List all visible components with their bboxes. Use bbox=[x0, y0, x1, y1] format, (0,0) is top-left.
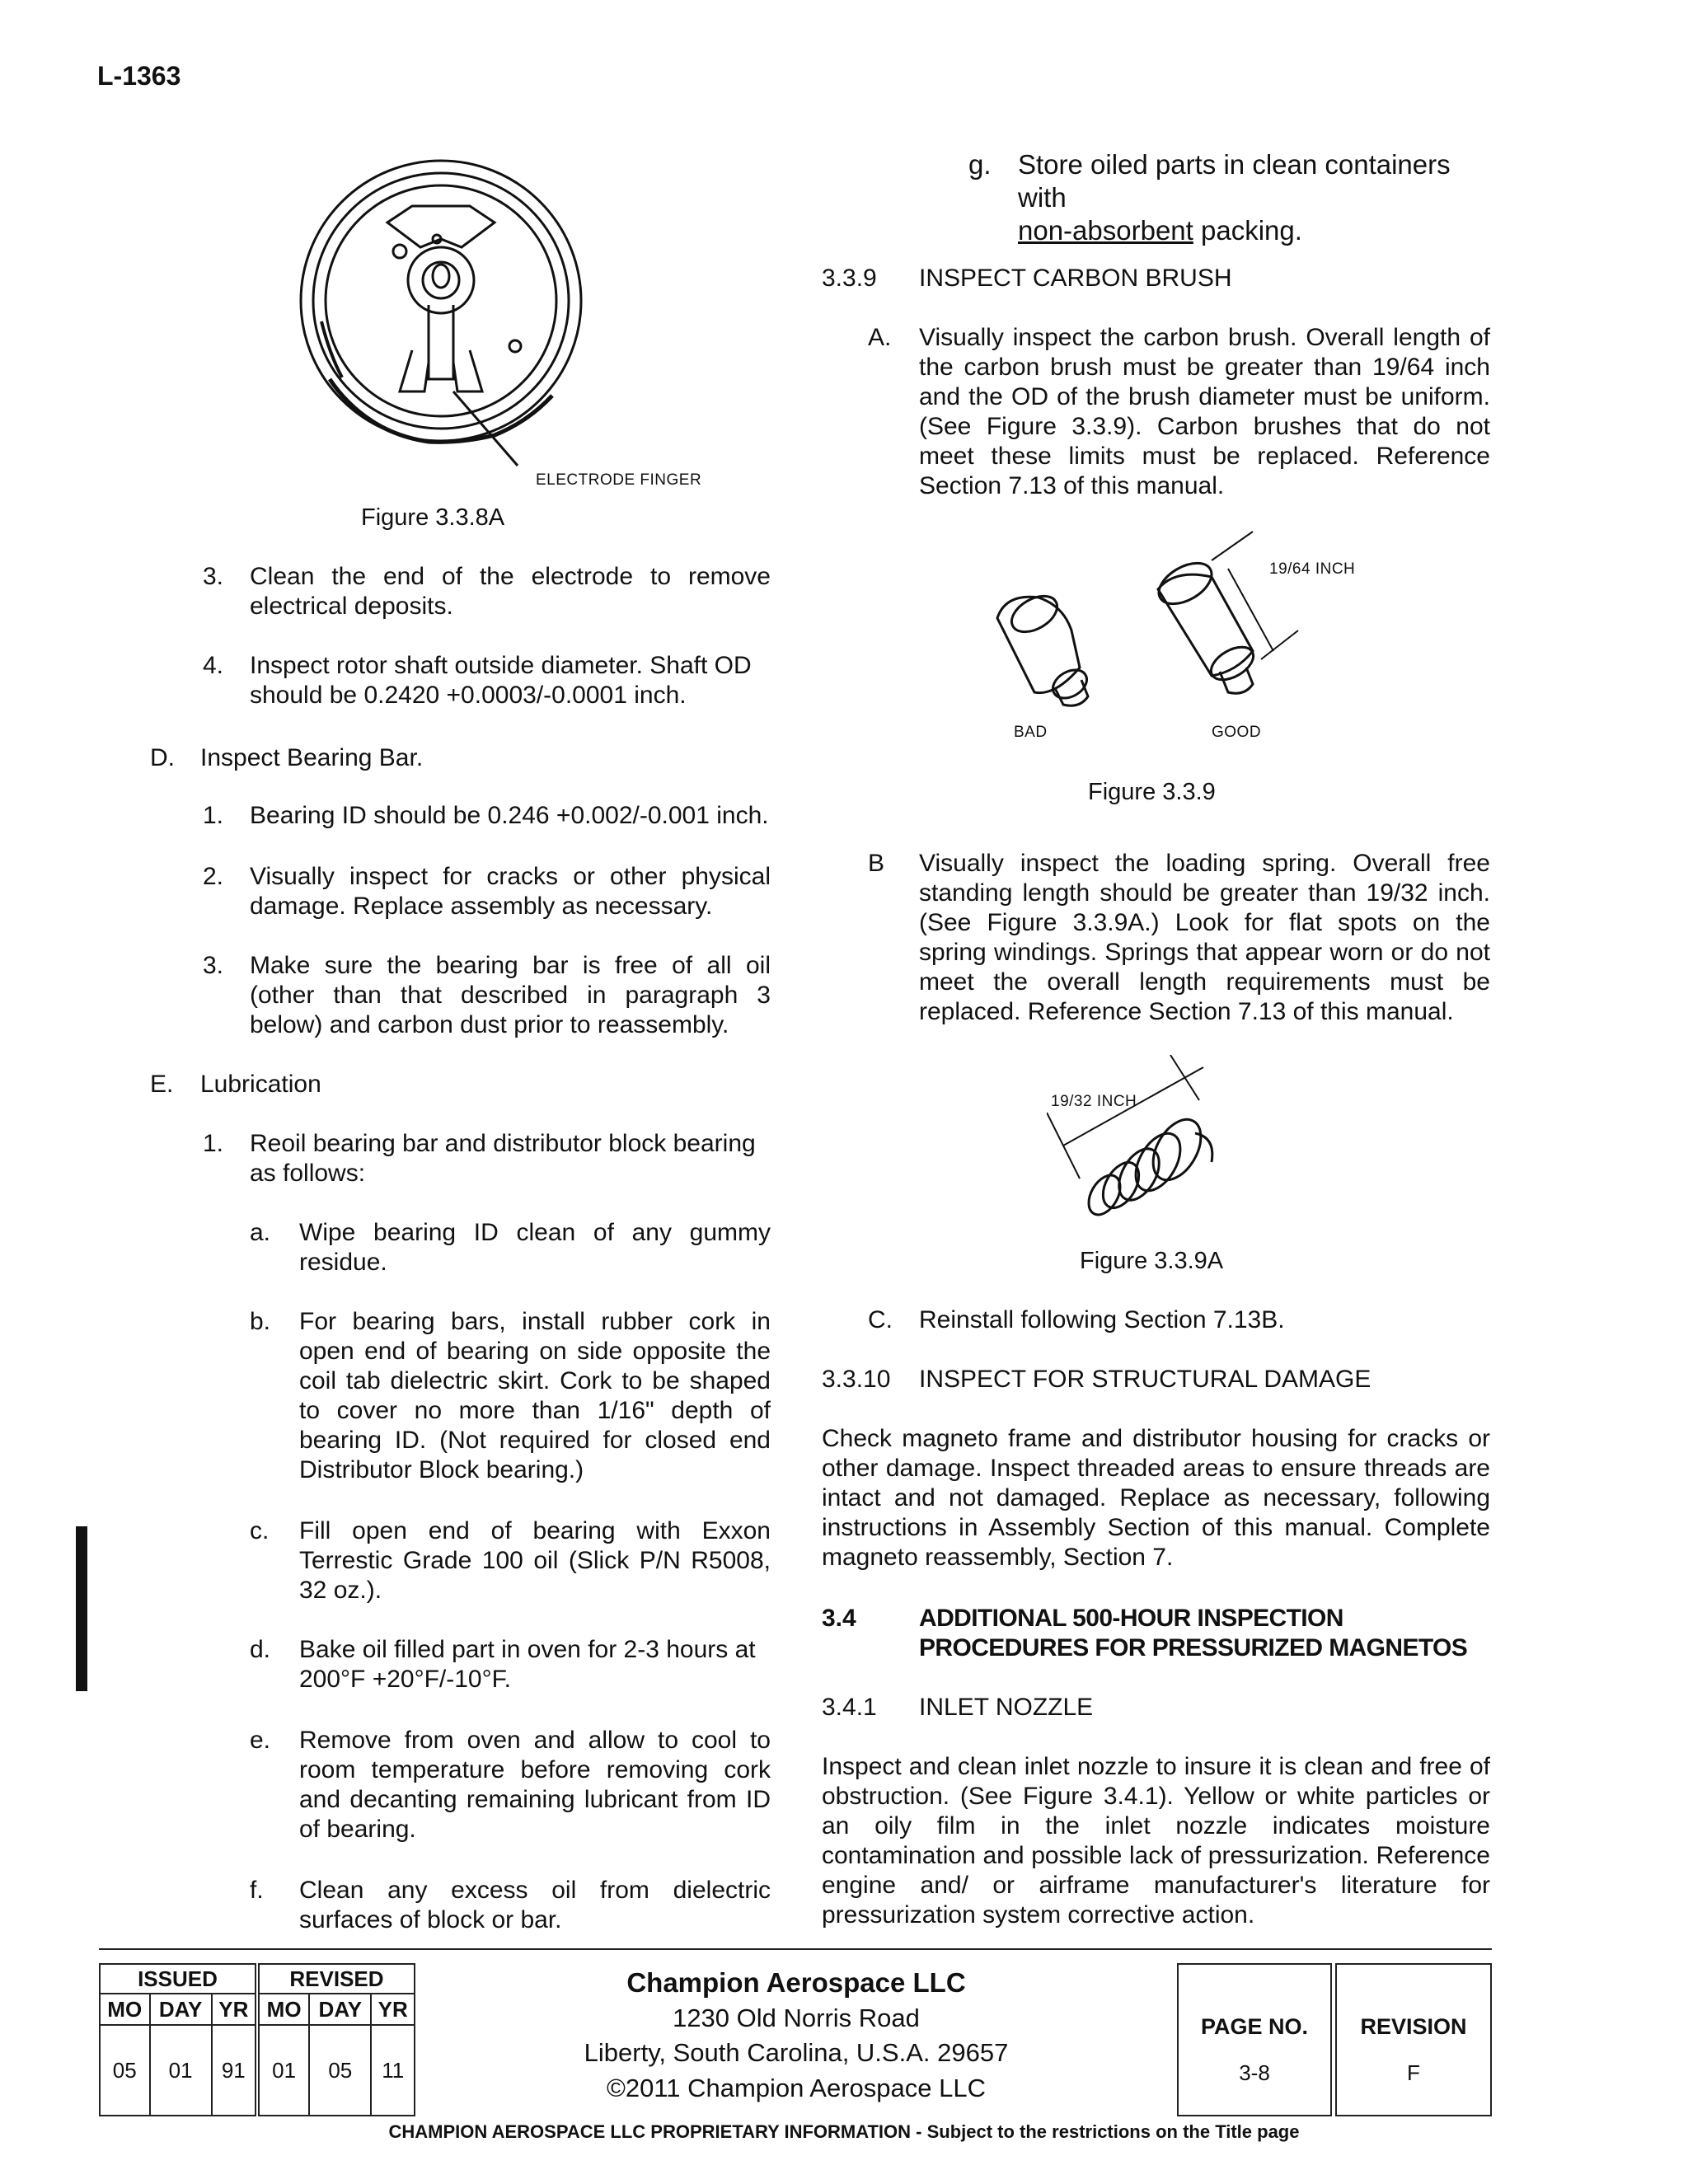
issued-mo-header: MO bbox=[100, 1994, 150, 2025]
figure-3-3-8a-caption: Figure 3.3.8A bbox=[361, 504, 505, 531]
item-text: Clean any excess oil from dielectric surfaces of block or bar. bbox=[299, 1877, 771, 1933]
section-number: 3.3.9 bbox=[822, 265, 877, 292]
section-title bbox=[919, 1604, 1496, 1663]
change-bar bbox=[76, 1526, 87, 1691]
section-title: INSPECT FOR STRUCTURAL DAMAGE bbox=[919, 1366, 1372, 1393]
dimension-label-19-64: 19/64 INCH bbox=[1269, 560, 1356, 578]
item-text: Make sure the bearing bar is free of all oil (other than that described in paragraph 3 below) and carbon dust prior to reassembly. bbox=[250, 952, 771, 1038]
item-g-text-part1: Store oiled parts in clean containers with bbox=[1018, 149, 1451, 213]
section-title-line1: ADDITIONAL 500-HOUR INSPECTION bbox=[919, 1605, 1343, 1632]
issued-revised-table bbox=[99, 1963, 415, 2116]
revised-day-header: DAY bbox=[309, 1994, 371, 2025]
item-number: 3. bbox=[203, 563, 224, 590]
item-text: Bearing ID should be 0.246 +0.002/-0.001 inch. bbox=[250, 802, 769, 829]
item-number: b. bbox=[250, 1308, 271, 1335]
item-number: 3. bbox=[203, 952, 224, 979]
issued-day: 01 bbox=[150, 2025, 212, 2116]
item-text: Visually inspect for cracks or other physical damage. Replace assembly as necessary. bbox=[250, 863, 771, 920]
issued-day-header: DAY bbox=[150, 1994, 212, 2025]
revised-mo-header: MO bbox=[257, 1994, 309, 2025]
bad-label: BAD bbox=[1014, 724, 1048, 741]
item-number: A. bbox=[868, 324, 892, 351]
page-number: 3-8 bbox=[1239, 2060, 1270, 2085]
figure-3-3-9-caption: Figure 3.3.9 bbox=[1088, 779, 1216, 805]
good-label: GOOD bbox=[1212, 724, 1262, 741]
section-title-line2: PROCEDURES FOR PRESSURIZED MAGNETOS bbox=[919, 1634, 1468, 1661]
revised-mo: 01 bbox=[257, 2025, 309, 2116]
company-address-line1: 1230 Old Norris Road bbox=[673, 2004, 920, 2032]
item-number: g. bbox=[968, 149, 992, 180]
item-g-text bbox=[1018, 148, 1496, 247]
item-g-text-part2: packing. bbox=[1201, 215, 1302, 246]
issued-yr: 91 bbox=[212, 2025, 257, 2116]
item-text: Bake oil filled part in oven for 2-3 hours at 200°F +20°F/-10°F. bbox=[299, 1636, 756, 1693]
figure-3-3-9a-caption: Figure 3.3.9A bbox=[1080, 1248, 1224, 1274]
dimension-label-19-32: 19/32 INCH bbox=[1051, 1093, 1137, 1110]
item-number: a. bbox=[250, 1219, 271, 1246]
item-text: Clean the end of the electrode to remove electrical deposits. bbox=[250, 563, 771, 620]
item-text: Inspect rotor shaft outside diameter. Shaft OD should be 0.2420 +0.0003/-0.0001 inch. bbox=[250, 652, 752, 709]
revised-header: REVISED bbox=[257, 1964, 415, 1994]
issued-mo: 05 bbox=[100, 2025, 150, 2116]
issued-header: ISSUED bbox=[100, 1964, 257, 1994]
item-text: Inspect Bearing Bar. bbox=[200, 744, 424, 771]
section-number: 3.4 bbox=[822, 1605, 856, 1632]
section-title: INSPECT CARBON BRUSH bbox=[919, 265, 1232, 292]
revised-yr-header: YR bbox=[371, 1994, 415, 2025]
item-text: Visually inspect the carbon brush. Overall length of the carbon brush must be greater than 19/64 inch and the OD of the brush diameter must be uniform. (See Figure 3.3.9). Carbon brushes that do not meet these limits must be replaced. Reference Section 7.13 of this manual. bbox=[919, 324, 1490, 499]
item-number: d. bbox=[250, 1636, 271, 1663]
section-body: Check magneto frame and distributor housing for cracks or other damage. Inspect threaded areas to ensure threads are intact and not damaged. Replace as necessary, following instructions in Assembly Section of this manual. Complete magneto reassembly, Section 7. bbox=[822, 1425, 1490, 1571]
company-block bbox=[416, 1965, 1176, 2107]
company-name: Champion Aerospace LLC bbox=[626, 1967, 966, 1998]
item-number: e. bbox=[250, 1727, 271, 1754]
revision-box bbox=[1335, 1963, 1492, 2116]
item-text: Remove from oven and allow to cool to room temperature before removing cork and decanting remaining lubricant from ID of bearing. bbox=[299, 1727, 771, 1843]
company-address-line2: Liberty, South Carolina, U.S.A. 29657 bbox=[584, 2038, 1009, 2067]
copyright: ©2011 Champion Aerospace LLC bbox=[606, 2074, 986, 2102]
item-text: Fill open end of bearing with Exxon Terrestic Grade 100 oil (Slick P/N R5008, 32 oz.). bbox=[299, 1517, 771, 1604]
section-number: 3.3.10 bbox=[822, 1366, 891, 1393]
item-text: Wipe bearing ID clean of any gummy residue. bbox=[299, 1219, 771, 1276]
item-number: 1. bbox=[203, 802, 224, 829]
item-number: B bbox=[868, 850, 885, 877]
item-text: Reoil bearing bar and distributor block bearing as follows: bbox=[250, 1130, 756, 1187]
revised-yr: 11 bbox=[371, 2025, 415, 2116]
item-text: For bearing bars, install rubber cork in open end of bearing on side opposite the coil tab dielectric skirt. Cork to be shaped to cover no more than 1/16" depth of bearing ID. (Not required for closed end Distributor Block bearing.) bbox=[299, 1308, 771, 1483]
item-text: Visually inspect the loading spring. Overall free standing length should be greater than 19/32 inch. (See Figure 3.3.9A.) Look for flat spots on the spring windings. Springs that appear worn or do not meet the overall length requirements must be replaced. Reference Section 7.13 of this manual. bbox=[919, 850, 1490, 1025]
page-number-box bbox=[1177, 1963, 1332, 2116]
revision-label: REVISION bbox=[1360, 2014, 1467, 2039]
section-body: Inspect and clean inlet nozzle to insure it is clean and free of obstruction. (See Figure 3.4.1). Yellow or white particles or an oily film in the inlet nozzle indicates moisture contamination and possible lack of pressurization. Reference engine and/ or airframe manufacturer's literature for pressurization system corrective action. bbox=[822, 1753, 1490, 1929]
electrode-finger-label: ELECTRODE FINGER bbox=[536, 471, 702, 489]
item-number: D. bbox=[150, 744, 175, 771]
figure-carbon-brush-diagram bbox=[973, 527, 1368, 742]
item-g-underlined: non-absorbent bbox=[1018, 215, 1193, 246]
figure-loading-spring-diagram bbox=[1047, 1055, 1253, 1220]
document-id: L-1363 bbox=[97, 61, 181, 91]
figure-rotor-gear-diagram bbox=[297, 157, 593, 478]
item-number: 4. bbox=[203, 652, 224, 679]
item-number: c. bbox=[250, 1517, 270, 1544]
revision-value: F bbox=[1407, 2060, 1420, 2085]
revised-day: 05 bbox=[309, 2025, 371, 2116]
page-no-label: PAGE NO. bbox=[1200, 2014, 1309, 2039]
item-number: 2. bbox=[203, 863, 224, 890]
item-number: f. bbox=[250, 1877, 264, 1904]
item-number: C. bbox=[868, 1306, 893, 1333]
footer-rule bbox=[99, 1948, 1492, 1950]
item-number: 1. bbox=[203, 1130, 224, 1157]
section-number: 3.4.1 bbox=[822, 1694, 877, 1721]
section-title: INLET NOZZLE bbox=[919, 1694, 1094, 1721]
item-text: Lubrication bbox=[200, 1071, 321, 1098]
item-text: Reinstall following Section 7.13B. bbox=[919, 1306, 1285, 1333]
issued-yr-header: YR bbox=[212, 1994, 257, 2025]
proprietary-notice: CHAMPION AEROSPACE LLC PROPRIETARY INFORMATION - Subject to the restrictions on the Title page bbox=[388, 2121, 1300, 2142]
item-number: E. bbox=[150, 1071, 174, 1098]
